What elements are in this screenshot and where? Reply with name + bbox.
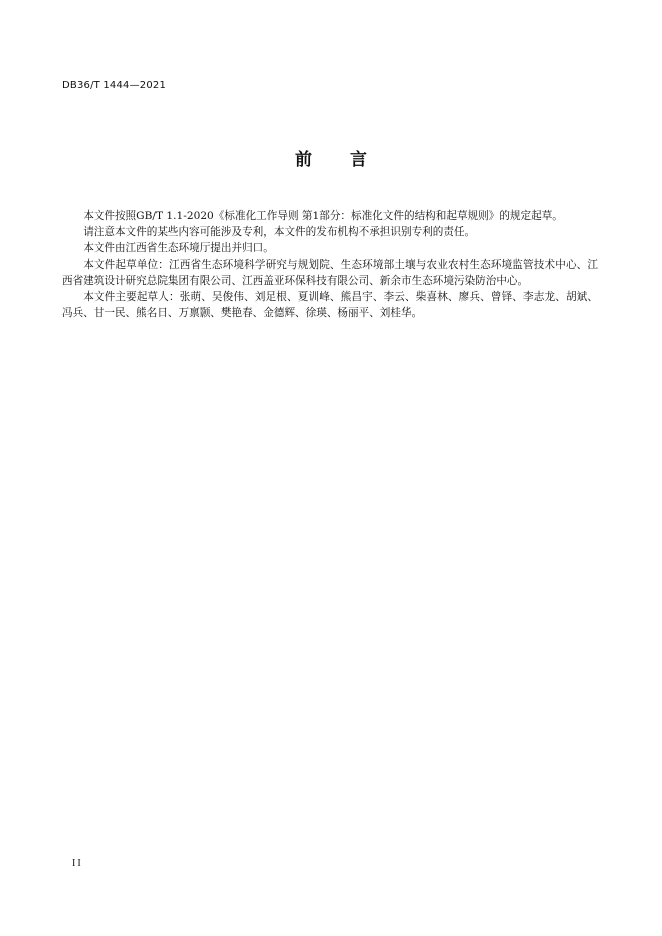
paragraph-drafters: 本文件主要起草人：张萌、吴俊伟、刘足根、夏训峰、熊昌宇、李云、柴喜林、廖兵、曾铎、李志龙、胡斌、冯兵、甘一民、熊名日、万禀颢、樊艳春、金德辉、徐瑛、杨丽平、刘桂华。 — [62, 291, 598, 320]
paragraph-drafting-units: 本文件起草单位：江西省生态环境科学研究与规划院、生态环境部土壤与农业农村生态环境监管技术中心、江西省建筑设计研究总院集团有限公司、江西盖亚环保科技有限公司、新余市生态环境污染防治中心。 — [62, 258, 598, 287]
page-title: 前言 — [295, 150, 405, 170]
paragraph-patent-notice: 请注意本文件的某些内容可能涉及专利，本文件的发布机构不承担识别专利的责任。 — [83, 226, 476, 239]
document-code: DB36/T 1444—2021 — [62, 80, 167, 91]
foreword-body — [62, 208, 598, 321]
paragraph-proposer: 本文件由江西省生态环境厅提出并归口。 — [83, 242, 274, 255]
page-number: II — [72, 858, 83, 869]
paragraph-standard-basis: 本文件按照GB/T 1.1-2020《标准化工作导则 第1部分：标准化文件的结构和起草规则》的规定起草。 — [83, 210, 563, 222]
